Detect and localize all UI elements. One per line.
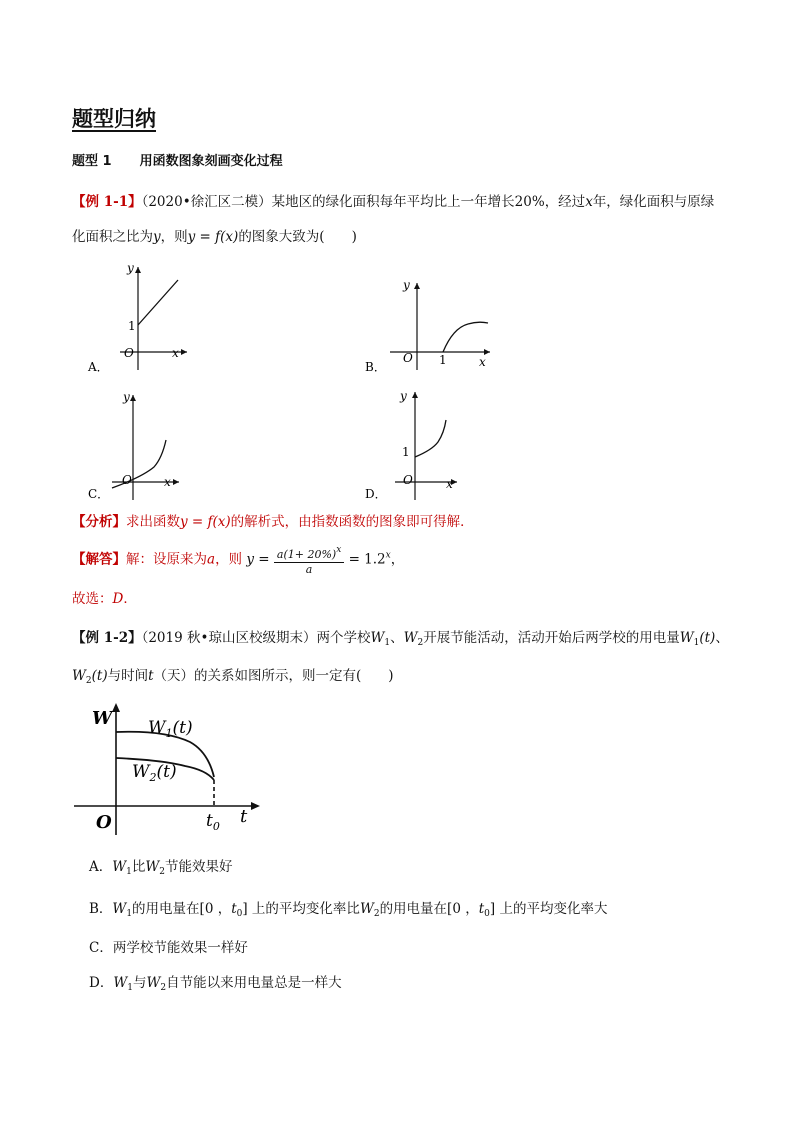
subscript: 2 [417,638,424,648]
subscript: 0 [236,909,243,919]
intercept-label: 1 [439,353,447,367]
energy-usage-graph [70,700,270,835]
subscript: 2 [85,676,92,686]
subscript: 1 [384,638,391,648]
option-text: 自节能以来用电量总是一样大 [166,975,342,991]
option-letter: C． [89,940,113,956]
question-text: 某地区的绿化面积每年平均比上一年增长 [271,194,515,210]
curve-label-w2: $W_2(t)$ [132,762,177,784]
option-graphs-right [360,270,520,515]
axis-y-label: y [403,278,410,292]
question-text: 化面积之比为 [72,229,153,245]
percent-value: 20% [514,194,545,210]
subscript: 2 [160,983,167,993]
example-1-1-line-2 [72,227,357,247]
separator: 、 [715,630,729,646]
ex2-option-a [89,857,233,882]
answer-line [72,543,404,577]
var-x: x [585,194,593,210]
axis-x-label: x [164,475,171,489]
axis-x-label: x [479,355,486,369]
numerator-exponent: x [336,545,342,555]
question-type-line [72,150,311,169]
choice-prefix: 故选： [72,591,113,607]
option-text: 两学校节能效果一样好 [112,940,248,956]
var-w: W [403,630,418,646]
example-tag: 【例 1-1】 [72,194,142,210]
graph-origin: O [96,812,112,833]
var-t: t [148,668,154,684]
graph-c [88,390,179,501]
subscript: 1 [693,638,700,648]
graph-axis-t: t [240,806,248,827]
graph-axis-w: W [92,708,113,729]
option-letter-b: B． [365,360,386,374]
example-tag: 【例 1-2】 [72,630,142,646]
question-text: ，经过 [544,194,586,210]
option-text: ] 上的平均变化率比 [242,901,360,917]
var-w: W [113,975,128,991]
option-letter: A． [89,859,113,875]
formula-rhs: = 1.2 [348,551,386,568]
choice-suffix: ． [123,591,137,607]
type-title: 用函数图象刻画变化过程 [139,154,283,169]
fraction-denominator: a [305,563,313,576]
origin-label: O [124,346,134,360]
ex2-option-b [89,899,607,924]
answer-tag: 【解答】 [72,551,126,568]
analysis-line [72,512,474,532]
type-label: 题型 1 [72,154,112,169]
axis-x-label: x [172,346,179,360]
subscript: 1 [126,909,133,919]
function-expr: y = f(x) [187,229,239,245]
option-letter-d: D． [365,487,387,501]
section-heading: 题型归纳 [72,106,156,131]
separator: 、 [390,630,404,646]
axis-y-label: y [127,261,134,275]
origin-label: O [403,473,413,487]
var-t: t [231,901,237,917]
axis-y-label: y [123,390,130,404]
ex2-option-d [89,973,342,998]
choice-letter: D [112,591,124,607]
graph-b [365,278,490,374]
option-text: 比 [131,859,146,875]
analysis-tag: 【分析】 [72,514,126,530]
curve-label-w1: $W_1(t)$ [148,718,193,740]
axis-y-label: y [400,389,407,403]
origin-label: O [122,473,132,487]
answer-punct: ， [390,551,405,568]
example-1-1-line-1 [72,192,714,212]
var-a: a [207,551,216,568]
intercept-label: 1 [402,445,410,459]
subscript: 1 [127,983,133,993]
var-w: W [112,859,127,875]
subscript: 0 [484,909,490,919]
var-t: (t) [91,668,108,684]
option-letter-a: A． [88,360,109,374]
example-1-2-line-1 [72,628,729,653]
numerator-text: a(1+ 20%) [276,548,337,561]
option-text: 的用电量在[0 ， [132,901,232,917]
question-text: （天）的关系如图所示，则一定有( ) [153,668,394,684]
option-letter: D． [89,975,114,991]
option-text: ] 上的平均变化率大 [489,901,608,917]
option-letter-c: C． [88,487,110,501]
subscript: 2 [373,909,380,919]
option-text: 的用电量在[0 ， [379,901,479,917]
question-text: 与时间 [107,668,149,684]
axis-x-label: x [446,477,453,491]
formula-lhs: y = [246,551,270,568]
example-source: （2020•徐汇区二模） [141,194,272,210]
var-w: W [679,630,694,646]
option-letter: B． [89,901,113,917]
var-t: t [478,901,485,917]
answer-text: ，则 [215,551,243,568]
question-text: 的图象大致为( ) [238,229,357,245]
graph-a [87,261,187,374]
subscript: 1 [126,867,132,877]
formula-fraction [274,543,344,577]
question-text: ，则 [160,229,188,245]
ex2-option-c [89,938,248,958]
answer-text: 解：设原来为 [126,551,207,568]
intercept-label: 1 [128,319,136,333]
var-w: W [370,630,385,646]
var-w: W [145,859,160,875]
subscript: 2 [159,867,165,877]
option-text: 与 [132,975,147,991]
analysis-text: 的解析式，由指数函数的图象即可得解． [230,514,474,530]
origin-label: O [403,351,413,365]
var-w: W [112,901,127,917]
var-w: W [359,901,374,917]
example-1-2-line-2 [72,666,394,691]
question-text: 开展节能活动，活动开始后两学校的用电量 [423,630,680,646]
function-expr: y = f(x) [180,514,231,530]
rhs-exponent: x [385,550,391,561]
graph-t0: $t_0$ [206,811,220,833]
question-text: 年，绿化面积与原绿 [592,194,715,210]
analysis-text: 求出函数 [126,514,180,530]
var-w: W [72,668,86,684]
var-y: y [153,229,161,245]
graph-d [365,389,457,501]
option-text: 节能效果好 [165,859,233,875]
fraction-numerator [274,543,344,563]
choice-line [72,589,137,609]
var-w: W [146,975,161,991]
var-t: (t) [699,630,716,646]
example-source: （2019 秋•琼山区校级期末）两个学校 [141,630,371,646]
